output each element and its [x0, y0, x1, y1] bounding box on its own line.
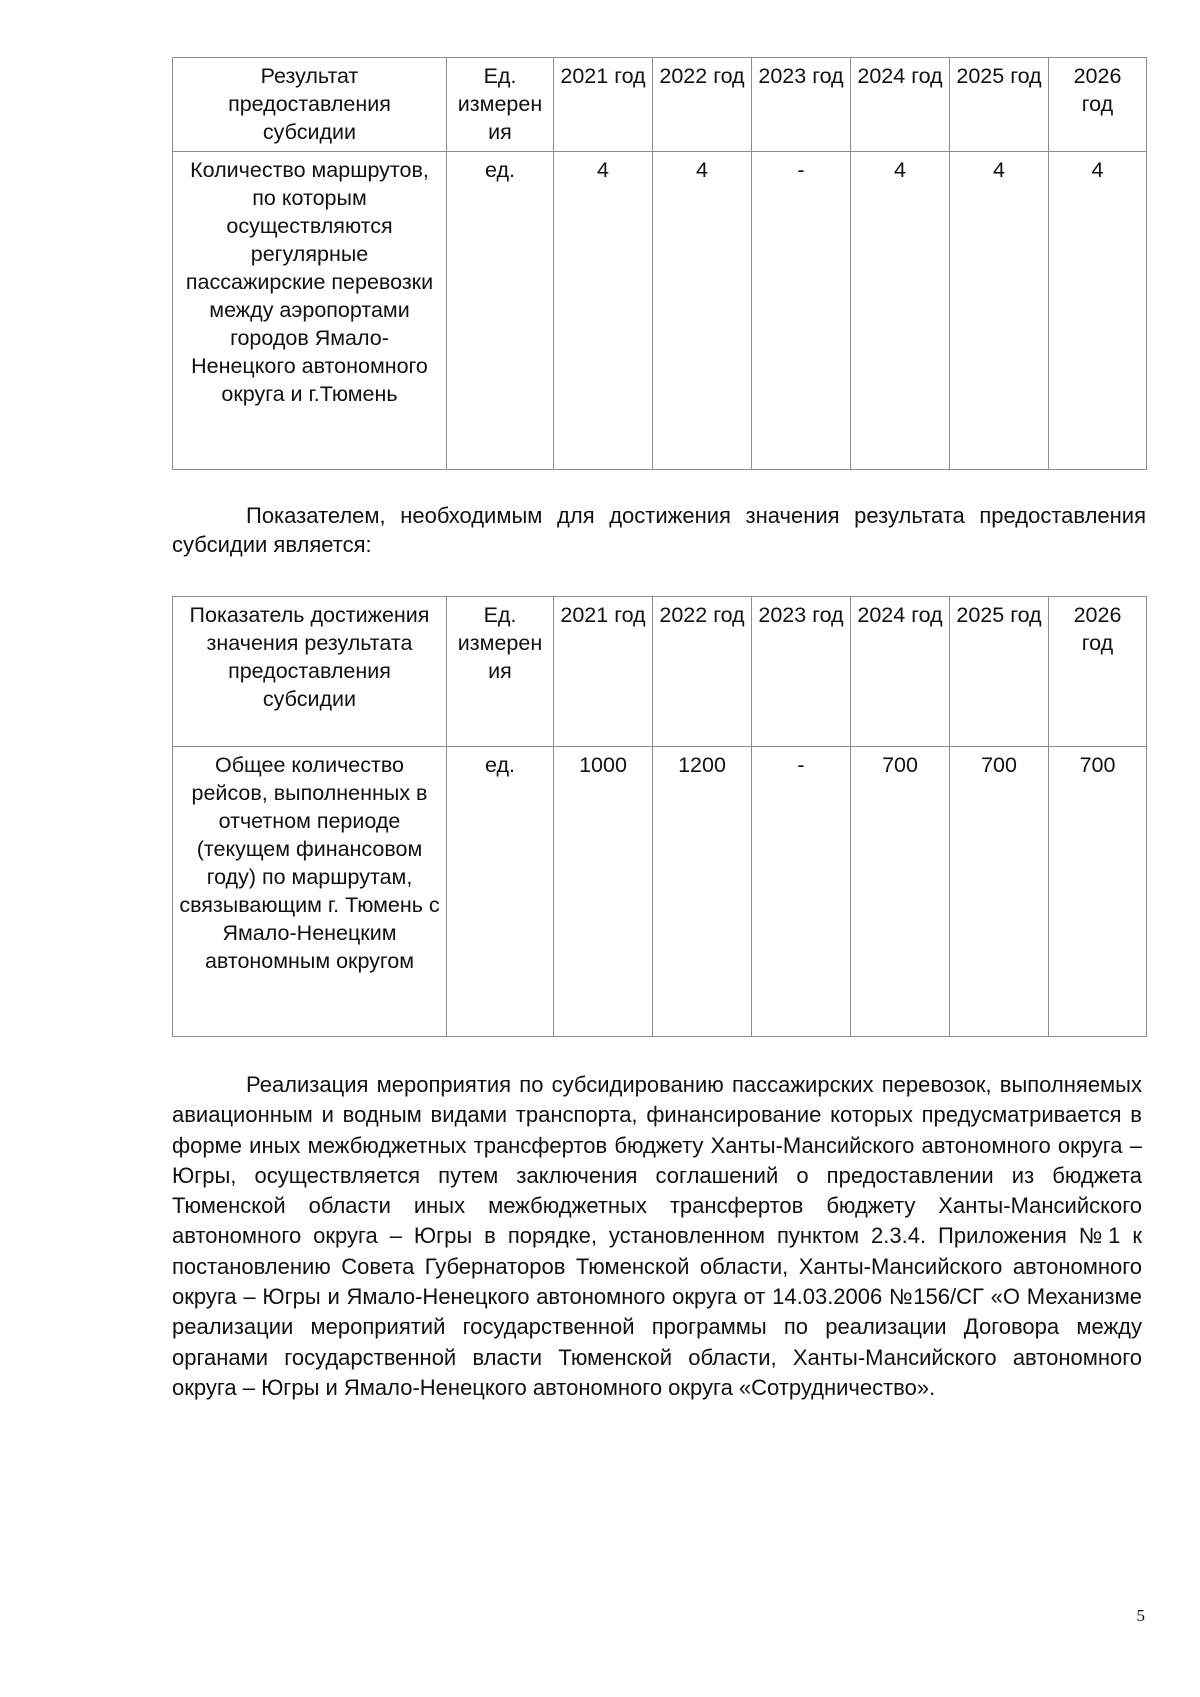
table-cell: -: [752, 152, 851, 470]
table-cell: ед.: [447, 747, 554, 1037]
table-cell: 1200: [653, 747, 752, 1037]
table-cell: -: [752, 747, 851, 1037]
table-cell: 4: [653, 152, 752, 470]
indicator-intro-paragraph: Показателем, необходимым для достижения значения результата предоставления субсидии является:: [172, 503, 1146, 557]
header-cell: 2024 год: [851, 58, 950, 152]
table-cell: 700: [851, 747, 950, 1037]
indicator-table: [172, 596, 1147, 1037]
header-cell: 2022 год: [653, 58, 752, 152]
header-cell: 2021 год: [554, 58, 653, 152]
header-cell: Результат предоставления субсидии: [173, 58, 447, 152]
header-cell: 2022 год: [653, 597, 752, 747]
table-cell: 4: [950, 152, 1049, 470]
implementation-paragraph: Реализация мероприятия по субсидированию пассажирских перевозок, выполняемых авиационным и водным видами транспорта, финансирование которых предусматривается в форме иных межбюджетных трансфертов бюджету Ханты-Мансийского автономного округа – Югры, осуществляется путем заключения соглашений о предоставлении из бюджета Тюменской области иных межбюджетных трансфертов бюджету Ханты-Мансийского автономного округа – Югры в порядке, установленном пунктом 2.3.4. Приложения №1 к постановлению Совета Губернаторов Тюменской области, Ханты-Мансийского автономного округа – Югры и Ямало-Ненецкого автономного округа от 14.03.2006 №156/СГ «О Механизме реализации мероприятий государственной программы по реализации Договора между органами государственной власти Тюменской области, Ханты-Мансийского автономного округа – Югры и Ямало-Ненецкого автономного округа «Сотрудничество».: [172, 1072, 1142, 1400]
table-cell: ед.: [447, 152, 554, 470]
header-cell: 2026 год: [1049, 597, 1147, 747]
table-cell: 4: [1049, 152, 1147, 470]
table-cell: 1000: [554, 747, 653, 1037]
table-header-row: [173, 58, 1147, 152]
table-row: [173, 152, 1147, 470]
table-cell: Общее количество рейсов, выполненных в отчетном периоде (текущем финансовом году) по маршрутам, связывающим г. Тюмень с Ямало-Ненецким автономным округом: [173, 747, 447, 1037]
header-cell: Ед. измерен ия: [447, 597, 554, 747]
header-cell: 2023 год: [752, 597, 851, 747]
table-cell: 700: [950, 747, 1049, 1037]
header-cell: 2025 год: [950, 597, 1049, 747]
header-cell: 2021 год: [554, 597, 653, 747]
header-cell: Ед. измерен ия: [447, 58, 554, 152]
table-row: [173, 747, 1147, 1037]
table-cell: Количество маршрутов, по которым осуществляются регулярные пассажирские перевозки между аэропортами городов Ямало-Ненецкого автономного округа и г.Тюмень: [173, 152, 447, 470]
table-cell: 4: [554, 152, 653, 470]
table-cell: 700: [1049, 747, 1147, 1037]
header-cell: 2023 год: [752, 58, 851, 152]
result-table: [172, 57, 1147, 470]
header-cell: 2026 год: [1049, 58, 1147, 152]
table-header-row: [173, 597, 1147, 747]
header-cell: 2024 год: [851, 597, 950, 747]
header-cell: 2025 год: [950, 58, 1049, 152]
header-cell: Показатель достижения значения результата предоставления субсидии: [173, 597, 447, 747]
table-cell: 4: [851, 152, 950, 470]
page-number: 5: [1136, 1606, 1145, 1625]
